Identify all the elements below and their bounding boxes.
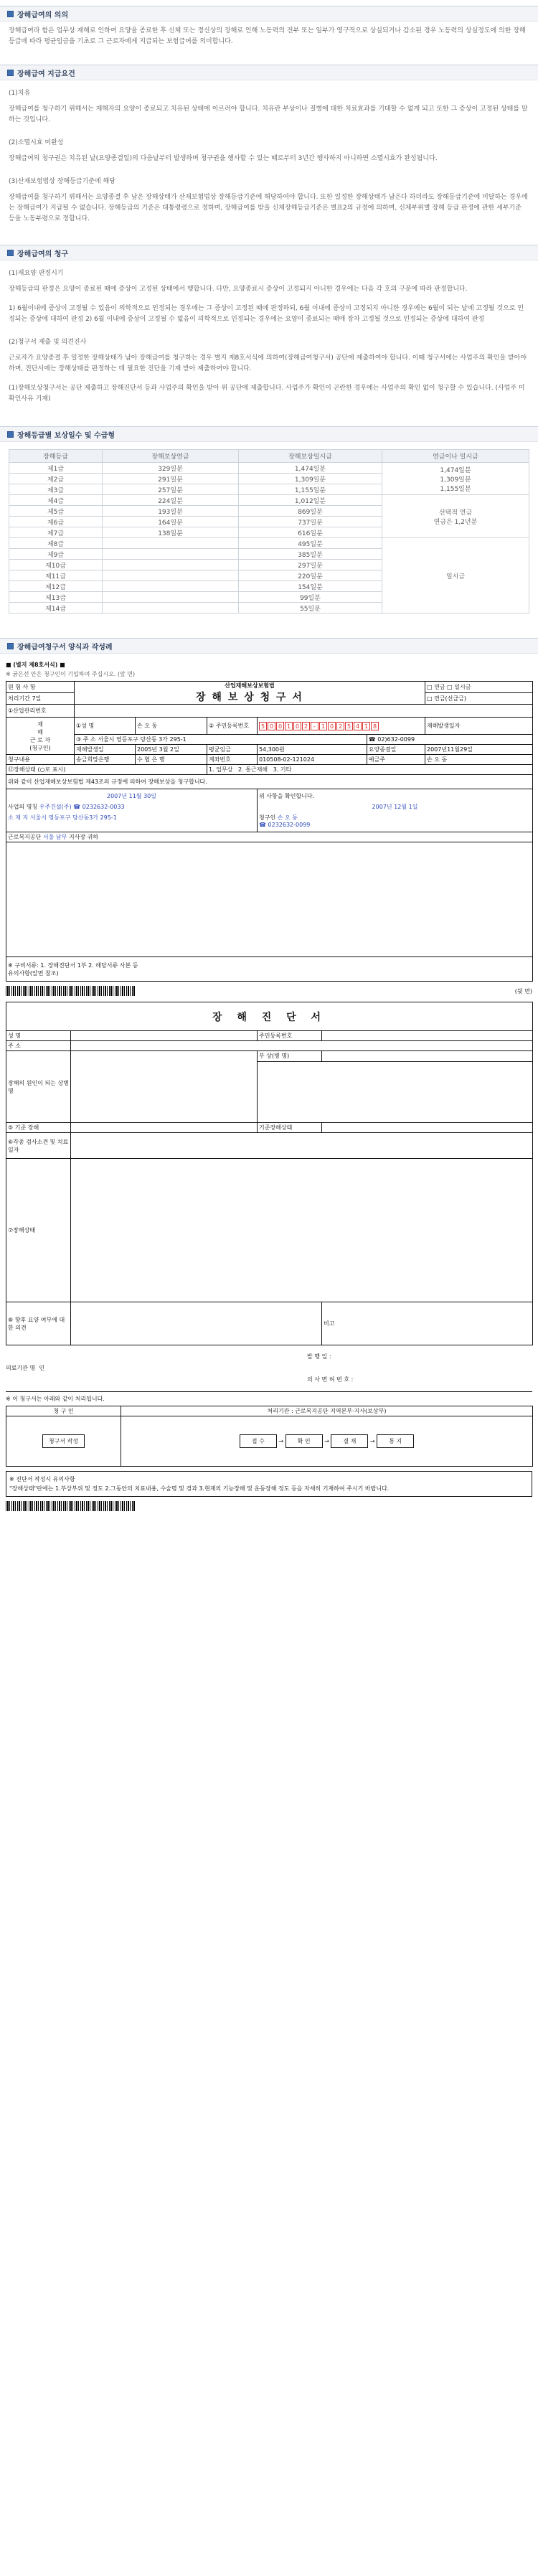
rrn-digit: 1	[285, 722, 293, 730]
section-title: 장해급여 지급요건	[17, 70, 75, 78]
bullet-icon	[7, 250, 14, 256]
confirm-phone: ☎ 0232632-0099	[259, 822, 311, 828]
cell: 접 수 → 확 인 → 결 재 → 통 지	[121, 1416, 533, 1467]
rrn-digit: 8	[371, 722, 379, 730]
col-header: 장해보상일시금	[239, 450, 382, 463]
option-work[interactable]: 1. 업무상	[209, 766, 233, 773]
account-value: 010508-02-121024	[258, 755, 367, 765]
barcode-image	[6, 1501, 135, 1511]
section-header-grades	[0, 426, 538, 442]
table-cell: 제4급	[9, 495, 103, 506]
table-cell: 154일분	[239, 581, 382, 592]
claimant-value: 손 오 동	[277, 814, 298, 821]
cell: 장해의 원인이 되는 상병명	[6, 1051, 71, 1123]
section-header-meaning	[0, 6, 538, 22]
agency-col: 처리기관 : 근로복지공단 지역본부·지사(보상부)	[121, 1406, 533, 1416]
table-cell	[103, 549, 239, 560]
rrn-digit: 1	[319, 722, 327, 730]
table-cell: 297일분	[239, 560, 382, 570]
section-title: 장해급여청구서 양식과 작성례	[17, 643, 113, 652]
cell: 재 해 근 로 자 (청구인)	[6, 718, 75, 755]
req-heading-3: (3)산재보험법상 장해등급기준에 해당	[9, 178, 115, 185]
bullet-icon	[7, 70, 14, 76]
rrn-digit: 4	[354, 722, 362, 730]
stamp-label: 인	[39, 1365, 45, 1371]
cell	[322, 1123, 533, 1133]
diagnosis-title: 장 해 진 단 서	[212, 1011, 327, 1023]
table-cell: 제11급	[9, 570, 103, 581]
name-value: 손 오 동	[136, 718, 207, 735]
holder-value: 손 오 동	[425, 755, 533, 765]
cell: 주민등록번호	[258, 1031, 322, 1041]
claim-date: 2007년 11월 30일	[107, 793, 156, 799]
table-cell	[103, 560, 239, 570]
table-cell: 선택적 연금 연금은 1,2년분	[382, 495, 529, 538]
cell	[71, 1041, 533, 1051]
col-header: 연금이나 일시금	[382, 450, 529, 463]
cell: ⑤ 기준 장해	[6, 1123, 71, 1133]
cell: ⑥각종 검사소견 및 치료일자	[6, 1133, 71, 1159]
table-cell: 164일분	[103, 517, 239, 527]
cell	[322, 1051, 533, 1062]
table-cell: 제8급	[9, 538, 103, 549]
table-cell: 제1급	[9, 463, 103, 474]
rrn-digit: 0	[293, 722, 301, 730]
req-text-2: 장해급여의 청구권은 치유된 날(요양종결일)의 다음날부터 발생하며 청구권을 행사할 수 있는 때로부터 3년간 행사하지 아니하면 소멸시효가 완성됩니다.	[9, 155, 438, 162]
injury-date-value: 2005년 3월 2일	[136, 745, 207, 755]
cell	[71, 1031, 258, 1041]
period-value: 7일	[32, 695, 42, 702]
rrn-label: ② 주민등록번호	[207, 718, 258, 735]
barcode-image	[6, 986, 135, 996]
rrn-digit: 0	[328, 722, 336, 730]
section-title: 장해급여의 청구	[17, 250, 69, 258]
cell	[6, 693, 75, 705]
cell	[258, 1061, 533, 1122]
flow-step: 청구서 작성	[42, 1434, 85, 1448]
cell	[322, 1031, 533, 1041]
cell	[6, 1416, 121, 1467]
guide-title: ※ 진단서 작성시 유의사항	[9, 1476, 75, 1482]
cell: 재해발생일자	[425, 718, 533, 735]
confirm-text: 위 사항을 확인합니다.	[259, 793, 315, 799]
col-header: 장해보상연금	[103, 450, 239, 463]
cell: ⑦장해상태	[6, 1159, 71, 1302]
injury-date-label: 재해발생일	[75, 745, 136, 755]
table-cell: 1,474일분	[239, 463, 382, 474]
table-cell	[103, 603, 239, 614]
table-cell: 제2급	[9, 474, 103, 484]
cell	[71, 1123, 258, 1133]
flow-step: 확 인	[285, 1434, 323, 1448]
employer-cell	[6, 789, 258, 832]
flow-step: 결 재	[331, 1434, 368, 1448]
notes-cell	[6, 957, 533, 982]
table-cell: 193일분	[103, 506, 239, 517]
cell: 청구내용	[6, 755, 75, 765]
table-cell: 제3급	[9, 484, 103, 495]
req-text-1: 장해급여를 청구하기 위해서는 재해자의 요양이 종료되고 치유된 상태에 이르러야 합니다. 치유란 부상이나 질병에 대한 치료효과를 기대할 수 없게 되고 또한 그 증상이 고정된 상태를 말하는 것입니다.	[9, 105, 528, 123]
notes-text: ※ 구비서류: 1. 장해진단서 1부 2. 해당서류 사본 등	[8, 962, 138, 969]
recipient-label: 근로복지공단	[8, 834, 42, 840]
cell	[425, 682, 533, 693]
form-title: 장 해 보 상 청 구 서	[196, 692, 303, 703]
section-header-form	[0, 638, 538, 654]
req-text-3: 장해급여를 청구하기 위해서는 요양종결 후 남은 장해상태가 산재보험법상 장해등급기준에 해당하여야 합니다. 또한 일정한 장해상태가 남은다 하더라도 장해등급기준에 미달하는 경우에는 장해급여가 지급될 수 없습니다. 장해등급의 기준은 대통령령으로 정하며, 장해급여를 받을 신체장해등급기준은 별표2의 규정에 의하며, 신체부위별 장해 등급 판정에 관한 세부기준 등을 노동부령으로 정합니다.	[9, 194, 528, 222]
bank-value: 수 협 은 행	[136, 755, 207, 765]
grade-table	[9, 449, 529, 614]
claim-heading-2: (2)청구서 제출 및 의견진사	[9, 339, 87, 346]
cell: 성 명	[6, 1031, 71, 1041]
cell	[75, 705, 533, 718]
table-cell: 1,474일분 1,309일분 1,155일분	[382, 463, 529, 495]
col-header: 장해등급	[9, 450, 103, 463]
flow-step: 접 수	[240, 1434, 277, 1448]
end-date-value: 2007년11월29일	[425, 745, 533, 755]
form-number: ■ (별지 제8호서식) ■	[6, 662, 65, 668]
table-cell: 제14급	[9, 603, 103, 614]
table-cell: 385일분	[239, 549, 382, 560]
process-table	[6, 1406, 533, 1467]
table-cell: 99일분	[239, 592, 382, 603]
rrn-digit: 2	[302, 722, 310, 730]
option-advance[interactable]: □ 연금(선급금)	[427, 695, 466, 702]
rrn-digits	[259, 723, 379, 730]
cell	[71, 1051, 258, 1123]
cell: 원 험 사 항	[6, 682, 75, 693]
form-note: ※ 굵은선 안은 청구인이 기입하여 주십시오. (앞 면)	[6, 671, 136, 677]
table-cell	[103, 581, 239, 592]
holder-label: 예금주	[367, 755, 425, 765]
table-cell: 제7급	[9, 527, 103, 538]
cell: 주 소	[6, 1041, 71, 1051]
notes-text-2: 유의사항(앞면 참조)	[8, 969, 59, 977]
bullet-icon	[7, 11, 14, 17]
table-cell: 제5급	[9, 506, 103, 517]
section-header-claim	[0, 245, 538, 260]
claimant-col: 청 구 인	[6, 1406, 121, 1416]
table-cell: 1,012일분	[239, 495, 382, 506]
recipient-value: 서울 남부	[42, 834, 67, 840]
name-label: ①성 명	[75, 718, 136, 735]
rrn-digit: 0	[276, 722, 284, 730]
section-title: 장해급여의 의의	[17, 11, 69, 19]
claimant-label: 청구인	[259, 814, 276, 821]
cell	[71, 1133, 533, 1159]
diagnosis-form	[6, 1002, 533, 1345]
account-label: 계좌번호	[207, 755, 258, 765]
license-label: 의 사 면 허 번 호 :	[307, 1376, 354, 1383]
table-cell: 138일분	[103, 527, 239, 538]
req-heading-1: (1)치유	[9, 90, 31, 97]
process-note: ※ 이 청구서는 아래와 같이 처리됩니다.	[6, 1391, 532, 1403]
meaning-text: 장해급여라 함은 업무상 재해로 인하여 요양을 종료한 후 신체 또는 정신상의 장해로 인해 노동력의 전부 또는 일부가 영구적으로 상실되거나 감소된 경우 노동력의 상실정도에 의한 장해등급에 따라 평균임금을 기초로 그 근로자에게 지급되는 보험급여를 의미합니다.	[9, 27, 526, 45]
end-date-label: 요양종결일	[367, 745, 425, 755]
bank-label: 송금희망은행	[75, 755, 136, 765]
table-cell: 55일분	[239, 603, 382, 614]
issue-date-label: 발 행 일 :	[307, 1353, 331, 1360]
claim-text-1: 장해등급의 판정은 요양이 종료된 때에 증상이 고정된 상태에서 행합니다. 다만, 요양종료시 증상이 고정되지 아니한 경우에는 다음 각 호의 구분에 따라 판정합니다.	[9, 286, 468, 293]
rrn-digit: 5	[259, 722, 267, 730]
table-cell: 1,309일분	[239, 474, 382, 484]
confirm-date: 2007년 12월 1일	[372, 804, 418, 810]
claim-text-4: (1)장해보상청구서는 공단 제출하고 장해진단서 등과 사업주의 확인을 받아 위 공단에 제출합니다. 사업주가 확인이 곤란한 경우에는 사업주의 확인 없이 청구할 수 있습니다. (사업주 미확인사유 기재)	[9, 385, 525, 403]
cell: ①산업관리번호	[6, 705, 75, 718]
cell	[71, 1159, 533, 1302]
table-cell: 329일분	[103, 463, 239, 474]
rrn-digit: 2	[336, 722, 344, 730]
table-row	[9, 495, 529, 506]
table-cell: 제9급	[9, 549, 103, 560]
condition-label: ⑫장해상태 (○로 표시)	[6, 765, 207, 775]
table-cell: 869일분	[239, 506, 382, 517]
option-pension[interactable]: □ 연금	[427, 684, 445, 690]
avg-wage-label: 평균임금	[207, 745, 258, 755]
table-cell: 220일분	[239, 570, 382, 581]
bullet-icon	[7, 431, 14, 438]
table-cell: 224일분	[103, 495, 239, 506]
table-cell	[103, 570, 239, 581]
hospital-label: 의료기관 명	[6, 1365, 36, 1371]
flow-step: 통 지	[377, 1434, 414, 1448]
table-cell: 1,155일분	[239, 484, 382, 495]
injury-label: 부 상(병 명)	[258, 1051, 322, 1062]
table-cell: 291일분	[103, 474, 239, 484]
address-value: ③ 주 소 서울시 영등포구 당산동 3가 295-1	[75, 735, 367, 745]
form-law: 산업재해보상보험법	[225, 682, 275, 689]
employer-phone: ☎ 0232632-0033	[73, 804, 125, 810]
phone-value: ☎ 02)632-0099	[367, 735, 532, 745]
table-cell: 495일분	[239, 538, 382, 549]
table-cell: 제6급	[9, 517, 103, 527]
req-heading-2: (2)소멸시효 미완성	[9, 139, 64, 146]
table-cell	[103, 538, 239, 549]
option-other[interactable]: 3. 기타	[273, 766, 292, 773]
rrn-digit: 1	[362, 722, 370, 730]
cell	[71, 1302, 322, 1345]
table-row	[9, 463, 529, 474]
table-row	[9, 538, 529, 549]
table-cell: 616일분	[239, 527, 382, 538]
bullet-icon	[7, 643, 14, 649]
cell	[207, 765, 533, 775]
guide-box	[6, 1471, 532, 1497]
table-cell: 제13급	[9, 592, 103, 603]
office-use-cell	[6, 842, 533, 957]
employer-label: 사업의 명칭	[8, 804, 38, 810]
claim-heading-1: (1)재요양 판정시기	[9, 270, 64, 277]
confirm-cell	[258, 789, 533, 832]
employer-address: 소 재 지 서울시 영등포구 당산동3가 295-1	[8, 814, 117, 821]
employer-value: 우주건설(주)	[39, 804, 72, 810]
rrn-cell	[258, 718, 425, 735]
rrn-digit: -	[311, 722, 318, 730]
section-header-requirements	[0, 65, 538, 80]
recipient-suffix: 지사장 귀하	[68, 834, 99, 840]
period-label: 처리기간	[8, 695, 30, 702]
cell: 기준장해상태	[258, 1123, 322, 1133]
guide-text: "장해상태"란에는 1.부상부위 및 정도 2.그동안의 치료내용, 수술명 및 경과 3.현재의 기능장해 및 운동장해 정도 등을 자세히 기재하여 주시기 바랍니다.	[9, 1485, 390, 1492]
table-cell: 257일분	[103, 484, 239, 495]
claim-text-3: 근로자가 요양종결 후 일정한 장해상태가 남아 장해급여를 청구하는 경우 별지 제8호서식에 의하여(장해급여청구서) 공단에 제출하여야 합니다. 이때 청구서에는 사업주의 확인을 받아야 하며, 진단서에는 장해상태를 판정하는 데 필요한 진단을 기재 받아 제출하여야 합니다.	[9, 354, 527, 372]
diag-title-cell	[6, 1002, 533, 1031]
back-label: (뒷 면)	[514, 987, 532, 995]
table-cell: 일시금	[382, 538, 529, 614]
table-cell: 제10급	[9, 560, 103, 570]
section-title: 장해등급별 보상일수 및 수급형	[17, 431, 115, 440]
recipient-cell	[6, 832, 533, 842]
claim-form	[6, 681, 533, 982]
avg-wage-value: 54,300원	[258, 745, 367, 755]
form-title-cell	[75, 682, 425, 705]
table-cell: 737일분	[239, 517, 382, 527]
claim-text-2: 1) 6월이내에 증상이 고정될 수 있음이 의학적으로 인정되는 경우에는 그 증상이 고정된 때에 판정하되, 6월 이내에 증상이 고정되지 아니한 경우에는 6월이 되는 날에 고정될 것으로 인정되는 증상에 대하여 판정 2) 6월 이내에 증상이 고정될 수 없음이 의학적으로 인정되는 경우에는 요양이 종료되는 때에 장차 고정될 것으로 인정되는 증상에 대하여 판정	[9, 305, 524, 323]
rrn-digit: 5	[345, 722, 353, 730]
table-cell	[103, 592, 239, 603]
remarks-label: 비고	[322, 1302, 533, 1345]
declaration-text: 위와 같이 산업재해보상보험법 제43조의 규정에 의하여 장해보상을 청구합니다.	[6, 775, 533, 789]
cell: ⑧ 향후 요양 여부에 대한 의견	[6, 1302, 71, 1345]
option-commute[interactable]: 2. 통근재해	[238, 766, 268, 773]
cell	[425, 693, 533, 705]
table-cell: 제12급	[9, 581, 103, 592]
option-lumpsum[interactable]: □ 일시금	[447, 684, 471, 690]
issue-block	[6, 1351, 532, 1386]
rrn-digit: 0	[268, 722, 275, 730]
